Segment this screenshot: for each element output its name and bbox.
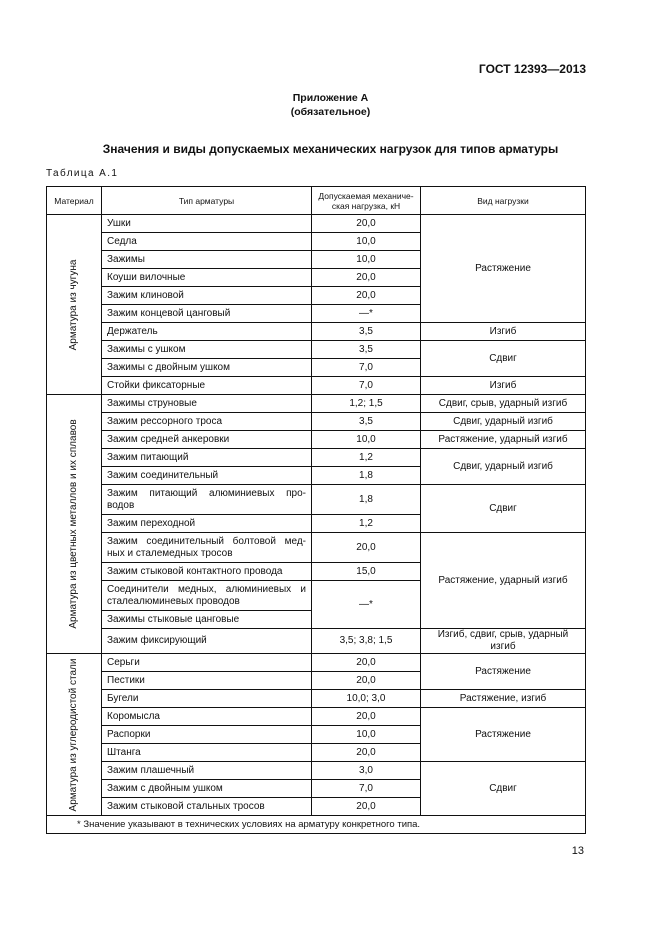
load-kind: Изгиб	[421, 377, 586, 395]
material-cell	[47, 395, 102, 654]
load-value: 3,5	[312, 323, 421, 341]
table-row	[47, 431, 586, 449]
fitting-type: Зажим плашечный	[102, 762, 312, 780]
fitting-type: Зажим средней анкеровки	[102, 431, 312, 449]
load-value: 1,8	[312, 485, 421, 515]
fitting-type: Зажимы	[102, 251, 312, 269]
fitting-type: Распорки	[102, 726, 312, 744]
standard-number: ГОСТ 12393—2013	[478, 62, 586, 76]
load-value: 20,0	[312, 798, 421, 816]
load-kind: Растяжение	[421, 708, 586, 762]
load-value: 20,0	[312, 708, 421, 726]
load-value: 1,8	[312, 467, 421, 485]
load-kind: Изгиб, сдвиг, срыв, ударный изгиб	[421, 629, 586, 654]
fitting-type: Соединители медных, алюминиевых и сталеалюминевых проводов	[102, 581, 312, 611]
load-value: 10,0	[312, 233, 421, 251]
load-value: 20,0	[312, 287, 421, 305]
load-kind: Сдвиг, ударный изгиб	[421, 413, 586, 431]
fitting-type: Зажим питающий	[102, 449, 312, 467]
material-label: Арматура из углеродистой стали	[68, 658, 79, 811]
load-value: 3,5	[312, 341, 421, 359]
fitting-type: Зажим клиновой	[102, 287, 312, 305]
load-value: 20,0	[312, 744, 421, 762]
fitting-type: Штанга	[102, 744, 312, 762]
load-value: 20,0	[312, 654, 421, 672]
column-header: Тип арматуры	[102, 187, 312, 215]
load-kind: Сдвиг	[421, 762, 586, 816]
load-kind: Растяжение	[421, 215, 586, 323]
page-number: 13	[571, 845, 584, 857]
table-row	[47, 629, 586, 654]
appendix-title: Приложение А	[292, 92, 369, 104]
material-label: Арматура из цветных металлов и их сплавов	[68, 419, 79, 629]
footnote: * Значение указывают в технических условиях на арматуру конкретного типа.	[47, 816, 586, 834]
load-kind: Сдвиг, ударный изгиб	[421, 449, 586, 485]
table-label: Таблица А.1	[46, 168, 119, 179]
fitting-type: Зажим питающий алюминиевых про-водов	[102, 485, 312, 515]
fitting-type: Зажим концевой цанговый	[102, 305, 312, 323]
table-header-row	[47, 187, 586, 215]
table-row	[47, 215, 586, 233]
load-kind: Сдвиг, срыв, ударный изгиб	[421, 395, 586, 413]
fitting-type: Зажим стыковой контактного провода	[102, 563, 312, 581]
appendix-status: (обязательное)	[290, 106, 371, 118]
table-row	[47, 377, 586, 395]
load-value: 10,0; 3,0	[312, 690, 421, 708]
fitting-type: Коуши вилочные	[102, 269, 312, 287]
fitting-type: Ушки	[102, 215, 312, 233]
fitting-type: Серьги	[102, 654, 312, 672]
load-value: 7,0	[312, 377, 421, 395]
loads-table	[46, 186, 586, 834]
fitting-type: Зажим с двойным ушком	[102, 780, 312, 798]
load-value: 10,0	[312, 251, 421, 269]
load-kind: Растяжение, ударный изгиб	[421, 431, 586, 449]
table-row	[47, 654, 586, 672]
load-value: 20,0	[312, 533, 421, 563]
fitting-type: Зажим соединительный болтовой мед-ных и сталемедных тросов	[102, 533, 312, 563]
fitting-type: Зажимы струновые	[102, 395, 312, 413]
table-row	[47, 708, 586, 726]
fitting-type: Зажим переходной	[102, 515, 312, 533]
fitting-type: Бугели	[102, 690, 312, 708]
material-cell	[47, 654, 102, 816]
load-value: 7,0	[312, 780, 421, 798]
load-value: 1,2	[312, 449, 421, 467]
table-row	[47, 449, 586, 467]
column-header: Допускаемая механиче-ская нагрузка, кН	[312, 187, 421, 215]
fitting-type: Зажим фиксирующий	[102, 629, 312, 654]
load-value: 15,0	[312, 563, 421, 581]
load-value: —*	[312, 581, 421, 629]
table-row	[47, 533, 586, 563]
load-kind: Изгиб	[421, 323, 586, 341]
fitting-type: Зажимы стыковые цанговые	[102, 611, 312, 629]
fitting-type: Зажим соединительный	[102, 467, 312, 485]
load-kind: Сдвиг	[421, 485, 586, 533]
table-row	[47, 485, 586, 515]
load-kind: Растяжение, ударный изгиб	[421, 533, 586, 629]
load-value: 1,2	[312, 515, 421, 533]
table-row	[47, 341, 586, 359]
fitting-type: Коромысла	[102, 708, 312, 726]
material-cell	[47, 215, 102, 395]
table-row	[47, 413, 586, 431]
load-value: 3,0	[312, 762, 421, 780]
fitting-type: Пестики	[102, 672, 312, 690]
load-value: 10,0	[312, 431, 421, 449]
load-value: 3,5; 3,8; 1,5	[312, 629, 421, 654]
fitting-type: Держатель	[102, 323, 312, 341]
table-row	[47, 323, 586, 341]
fitting-type: Седла	[102, 233, 312, 251]
load-value: 20,0	[312, 672, 421, 690]
fitting-type: Зажим рессорного троса	[102, 413, 312, 431]
fitting-type: Зажимы с двойным ушком	[102, 359, 312, 377]
table-row	[47, 690, 586, 708]
load-value: —*	[312, 305, 421, 323]
load-value: 20,0	[312, 215, 421, 233]
fitting-type: Зажимы с ушком	[102, 341, 312, 359]
table-heading: Значения и виды допускаемых механических нагрузок для типов арматуры	[102, 142, 559, 156]
load-kind: Растяжение	[421, 654, 586, 690]
column-header: Вид нагрузки	[421, 187, 586, 215]
load-kind: Сдвиг	[421, 341, 586, 377]
footnote-row	[47, 816, 586, 834]
fitting-type: Стойки фиксаторные	[102, 377, 312, 395]
load-value: 20,0	[312, 269, 421, 287]
material-label: Арматура из чугуна	[68, 259, 79, 350]
load-kind: Растяжение, изгиб	[421, 690, 586, 708]
table-row	[47, 762, 586, 780]
load-value: 3,5	[312, 413, 421, 431]
load-value: 1,2; 1,5	[312, 395, 421, 413]
fitting-type: Зажим стыковой стальных тросов	[102, 798, 312, 816]
table-row	[47, 395, 586, 413]
load-value: 7,0	[312, 359, 421, 377]
column-header: Материал	[47, 187, 102, 215]
load-value: 10,0	[312, 726, 421, 744]
